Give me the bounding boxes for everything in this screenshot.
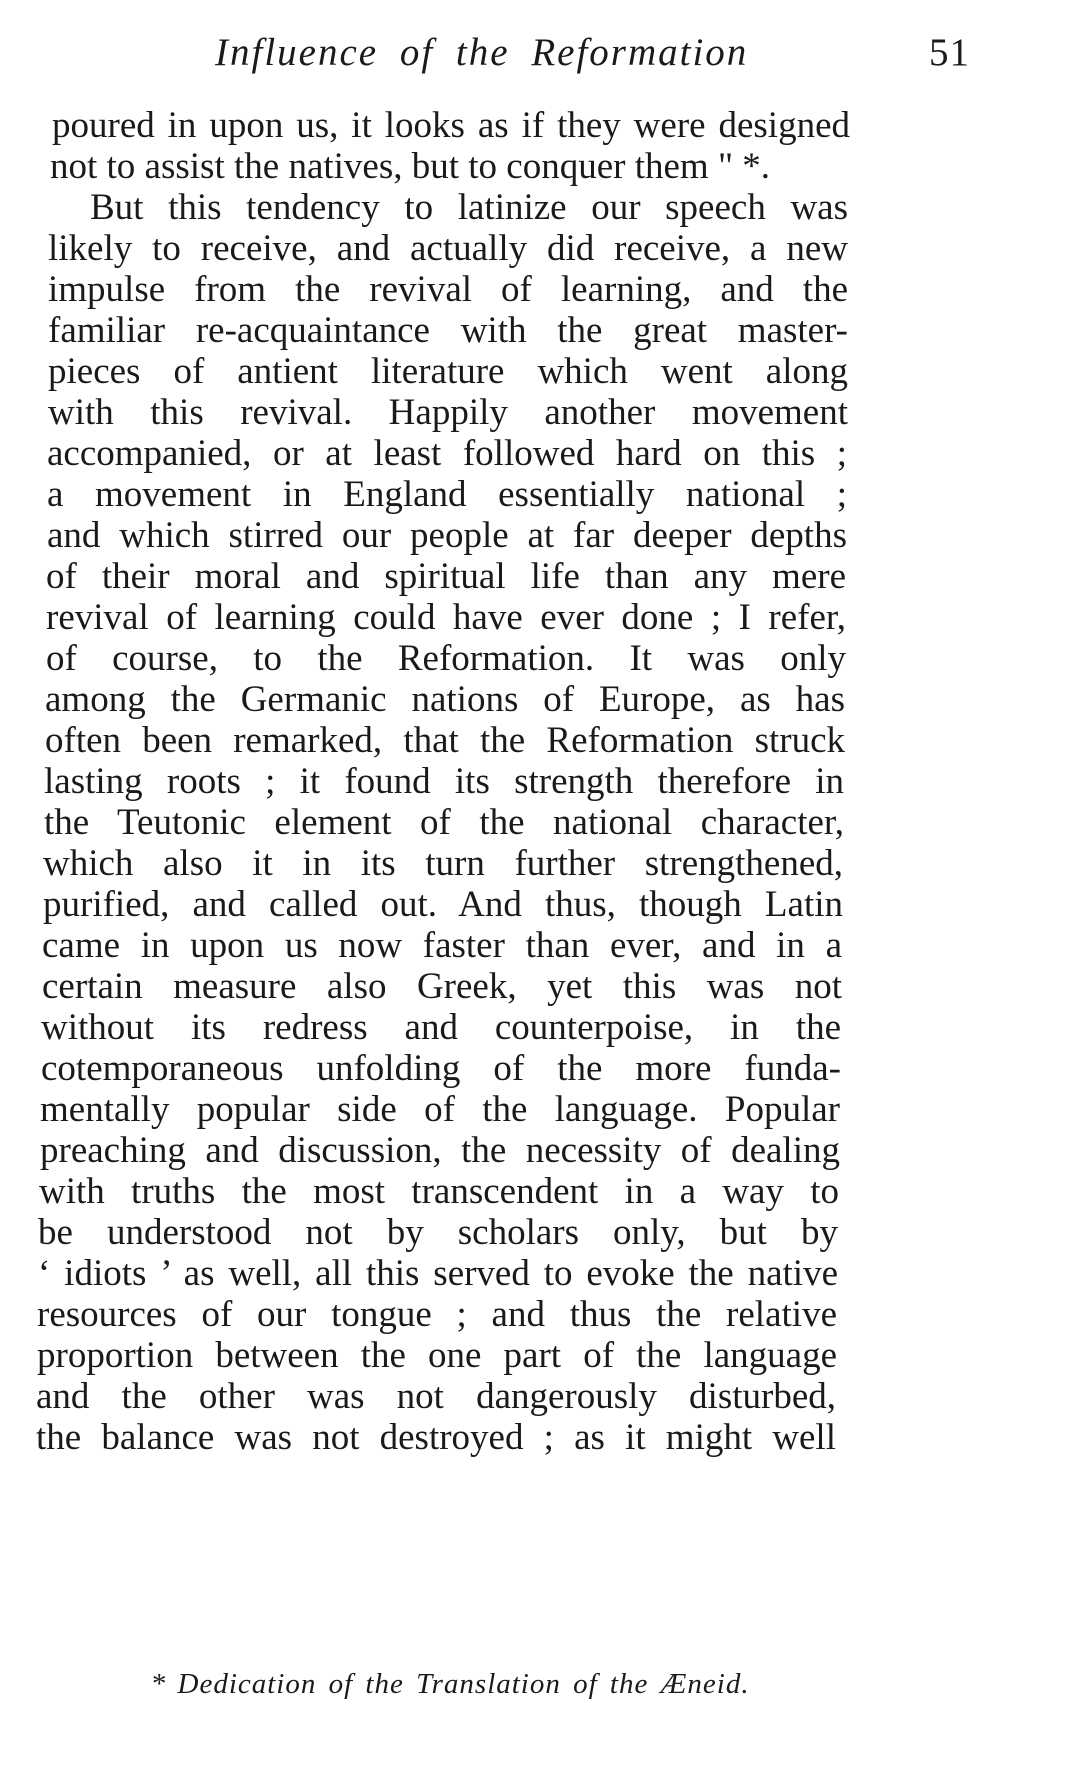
text-line: among the Germanic nations of Europe, as has [45, 679, 845, 720]
text-line: and the other was not dangerously disturbed, [36, 1376, 836, 1417]
text-line: cotemporaneous unfolding of the more funda- [41, 1048, 841, 1089]
text-line: pieces of antient literature which went along [48, 351, 848, 392]
running-head [60, 30, 970, 90]
text-line: not to assist the natives, but to conquer them " *. [50, 146, 771, 187]
text-line: which also it in its turn further strengthened, [43, 843, 843, 884]
text-line: a movement in England essentially national ; [47, 474, 847, 515]
page-number: 51 [929, 31, 970, 74]
running-title: Influence of the Reformation [215, 31, 749, 74]
text-line: and which stirred our people at far deeper depths [47, 515, 847, 556]
text-line: came in upon us now faster than ever, and in a [42, 925, 842, 966]
text-line: revival of learning could have ever done ; I refer, [46, 597, 846, 638]
text-line: with truths the most transcendent in a way to [39, 1171, 839, 1212]
footnote [152, 1668, 852, 1701]
text-line: with this revival. Happily another movement [48, 392, 848, 433]
text-line: impulse from the revival of learning, and the [48, 269, 848, 310]
footnote-text: Dedication of the Translation of the Æneid. [177, 1668, 750, 1700]
text-line: without its redress and counterpoise, in the [41, 1007, 841, 1048]
text-line: the balance was not destroyed ; as it might well [36, 1417, 836, 1458]
text-line: resources of our tongue ; and thus the relative [37, 1294, 837, 1335]
footnote-mark: * [152, 1668, 168, 1700]
text-line: of their moral and spiritual life than any mere [46, 556, 846, 597]
text-line: be understood not by scholars only, but by [38, 1212, 838, 1253]
text-line: mentally popular side of the language. Popular [40, 1089, 840, 1130]
text-line: ‘ idiots ’ as well, all this served to evoke the native [38, 1253, 838, 1294]
text-line: often been remarked, that the Reformation struck [45, 720, 845, 761]
text-line: likely to receive, and actually did receive, a new [48, 228, 848, 269]
text-line: certain measure also Greek, yet this was not [42, 966, 842, 1007]
text-line: accompanied, or at least followed hard on this ; [47, 433, 847, 474]
text-line: of course, to the Reformation. It was only [46, 638, 846, 679]
text-line: purified, and called out. And thus, though Latin [43, 884, 843, 925]
text-line: preaching and discussion, the necessity of dealing [40, 1130, 840, 1171]
text-line: proportion between the one part of the language [37, 1335, 837, 1376]
text-line: poured in upon us, it looks as if they were designed [52, 105, 850, 146]
text-line: the Teutonic element of the national character, [44, 802, 844, 843]
text-line: But this tendency to latinize our speech was [90, 187, 848, 228]
text-line: lasting roots ; it found its strength therefore in [44, 761, 844, 802]
text-line: familiar re-acquaintance with the great master- [48, 310, 848, 351]
